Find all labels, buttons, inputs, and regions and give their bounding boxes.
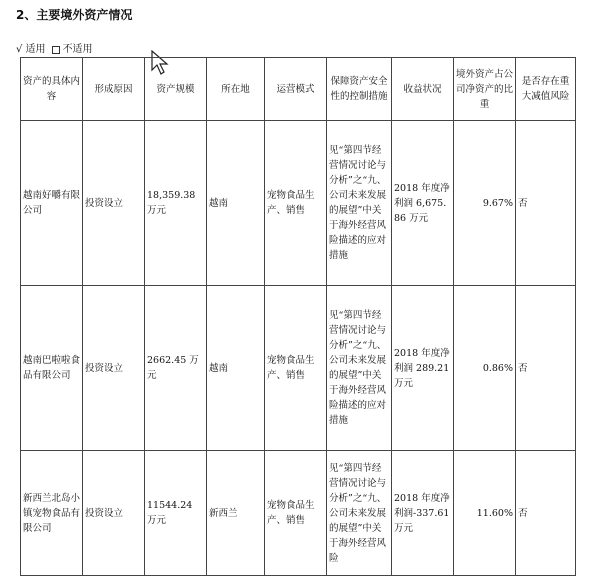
header-control-measures: 保障资产安全性的控制措施 bbox=[327, 58, 392, 121]
header-location: 所在地 bbox=[207, 58, 265, 121]
cell-asset-scale: 11544.24 万元 bbox=[145, 451, 207, 576]
cell-location: 新西兰 bbox=[207, 451, 265, 576]
header-income-status: 收益状况 bbox=[392, 58, 454, 121]
header-asset-scale: 资产规模 bbox=[145, 58, 207, 121]
cell-net-asset-ratio: 11.60% bbox=[454, 451, 516, 576]
cell-operation-mode: 宠物食品生产、销售 bbox=[265, 451, 327, 576]
section-heading: 2、主要境外资产情况 bbox=[16, 8, 133, 22]
cell-income-status: 2018 年度净利润 6,675.86 万元 bbox=[392, 121, 454, 286]
cell-control-measures: 见“第四节经营情况讨论与分析”之“九、公司未来发展的展望”中关于海外经营风险描述的应对措施 bbox=[327, 286, 392, 451]
table-row bbox=[21, 286, 576, 451]
cell-formation-cause: 投资设立 bbox=[83, 286, 145, 451]
table-row bbox=[21, 451, 576, 576]
cell-net-asset-ratio: 9.67% bbox=[454, 121, 516, 286]
cell-income-status: 2018 年度净利润 289.21 万元 bbox=[392, 286, 454, 451]
cell-asset-scale: 2662.45 万元 bbox=[145, 286, 207, 451]
cell-asset-content: 越南巴啦啦食品有限公司 bbox=[21, 286, 83, 451]
cell-impairment-risk: 否 bbox=[516, 286, 576, 451]
overseas-assets-table bbox=[20, 57, 576, 576]
applicable-checked-label: √ 适用 bbox=[16, 44, 46, 55]
cell-location: 越南 bbox=[207, 286, 265, 451]
cell-asset-content: 越南好嚼有限公司 bbox=[21, 121, 83, 286]
cell-income-status: 2018 年度净利润-337.61 万元 bbox=[392, 451, 454, 576]
header-impairment-risk: 是否存在重大减值风险 bbox=[516, 58, 576, 121]
empty-checkbox-icon bbox=[52, 46, 60, 54]
cell-formation-cause: 投资设立 bbox=[83, 121, 145, 286]
header-net-asset-ratio: 境外资产占公司净资产的比重 bbox=[454, 58, 516, 121]
cell-asset-scale: 18,359.38 万元 bbox=[145, 121, 207, 286]
not-applicable-label: 不适用 bbox=[62, 44, 93, 55]
cell-control-measures: 见“第四节经营情况讨论与分析”之“九、公司未来发展的展望”中关于海外经营风险 bbox=[327, 451, 392, 576]
header-formation-cause: 形成原因 bbox=[83, 58, 145, 121]
cell-control-measures: 见“第四节经营情况讨论与分析”之“九、公司未来发展的展望”中关于海外经营风险描述的应对措施 bbox=[327, 121, 392, 286]
header-asset-content: 资产的具体内容 bbox=[21, 58, 83, 121]
table-header-row bbox=[21, 58, 576, 121]
cell-operation-mode: 宠物食品生产、销售 bbox=[265, 121, 327, 286]
header-operation-mode: 运营模式 bbox=[265, 58, 327, 121]
cell-operation-mode: 宠物食品生产、销售 bbox=[265, 286, 327, 451]
cell-impairment-risk: 否 bbox=[516, 121, 576, 286]
cell-impairment-risk: 否 bbox=[516, 451, 576, 576]
cell-net-asset-ratio: 0.86% bbox=[454, 286, 516, 451]
cell-location: 越南 bbox=[207, 121, 265, 286]
table-row bbox=[21, 121, 576, 286]
cell-formation-cause: 投资设立 bbox=[83, 451, 145, 576]
applicability-line bbox=[16, 40, 93, 55]
cell-asset-content: 新西兰北岛小镇宠物食品有限公司 bbox=[21, 451, 83, 576]
